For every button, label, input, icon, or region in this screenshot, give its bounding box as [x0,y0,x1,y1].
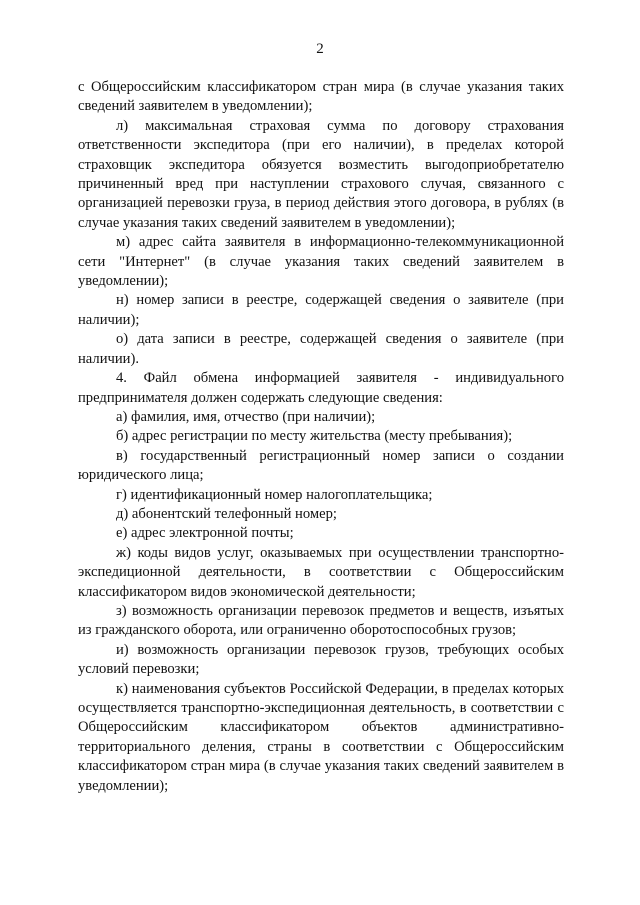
paragraph-item-g: г) идентификационный номер налогоплательщика; [116,486,433,503]
document-body [78,78,564,796]
paragraph-item-zh: ж) коды видов услуг, оказываемых при осуществлении транспортно-экспедиционной деятельности, в соответствии с Общероссийским классификатором видов экономической деятельности; [78,544,564,600]
page-number: 2 [316,41,324,57]
paragraph-continuation: с Общероссийским классификатором стран мира (в случае указания таких сведений заявителем в уведомлении); [78,79,564,115]
paragraph-item-m: м) адрес сайта заявителя в информационно-телекоммуникационной сети "Интернет" (в случае указания таких сведений заявителем в уведомлении); [78,234,564,290]
paragraph-item-a: а) фамилия, имя, отчество (при наличии); [116,408,376,425]
paragraph-item-l: л) максимальная страховая сумма по договору страхования ответственности экспедитора (при его наличии), в пределах которой страховщик экспедитора обязуется возместить выгодоприобретателю причиненный вред при наступлении страхового случая, связанного с организацией перевозки груза, в период действия этого договора, в рублях (в случае указания таких сведений заявителем в уведомлении); [78,117,564,231]
paragraph-item-b: б) адрес регистрации по месту жительства (месту пребывания); [116,428,513,445]
paragraph-item-i: и) возможность организации перевозок грузов, требующих особых условий перевозки; [78,641,564,678]
paragraph-item-o: о) дата записи в реестре, содержащей сведения о заявителе (при наличии). [78,331,564,367]
paragraph-section-4: 4. Файл обмена информацией заявителя - индивидуального предпринимателя должен содержать следующие сведения: [78,370,564,406]
paragraph-item-k: к) наименования субъектов Российской Федерации, в пределах которых осуществляется транспортно-экспедиционная деятельность, в соответствии с Общероссийским классификатором объектов административно-территориального деления, страны в соответствии с Общероссийским классификатором стран мира (в случае указания таких сведений заявителем в уведомлении); [78,680,564,794]
paragraph-item-z: з) возможность организации перевозок предметов и веществ, изъятых из гражданского оборота, или ограниченно оборотоспособных грузов; [78,602,564,639]
paragraph-item-d: д) абонентский телефонный номер; [116,505,337,522]
paragraph-item-e: е) адрес электронной почты; [116,525,294,542]
paragraph-item-v: в) государственный регистрационный номер записи о создании юридического лица; [78,447,564,484]
paragraph-item-n: н) номер записи в реестре, содержащей сведения о заявителе (при наличии); [78,292,564,328]
